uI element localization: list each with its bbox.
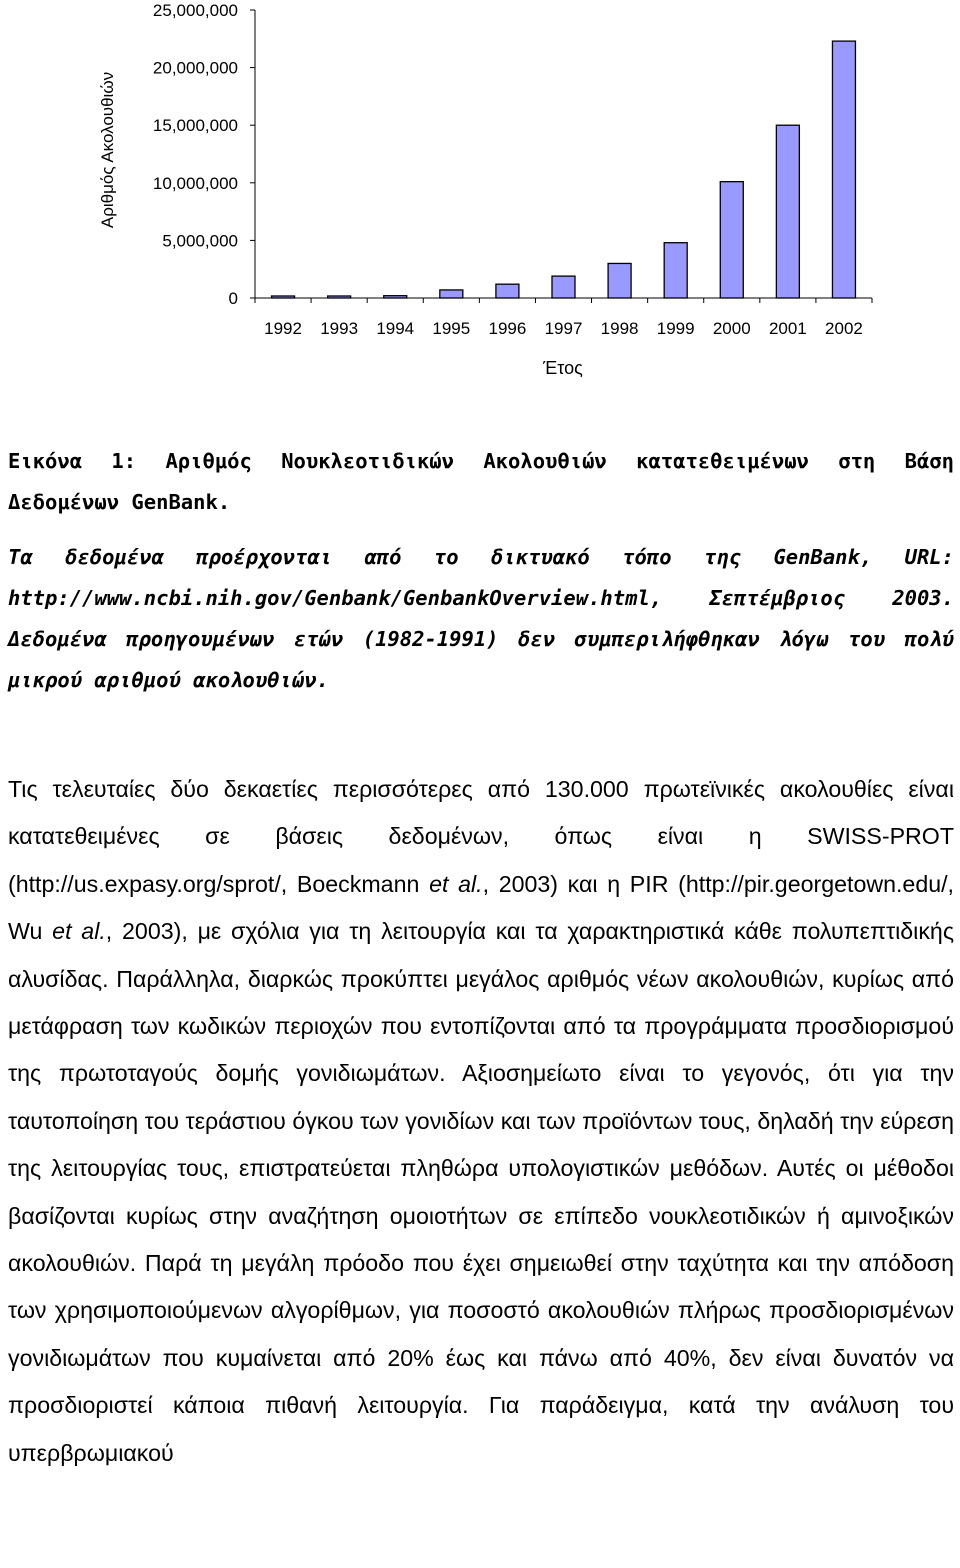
caption-source: Τα δεδομένα προέρχονται από το δικτυακό τόπο της GenBank, URL: http://www.ncbi.nih.gov/Genbank/GenbankOverview.html, Σεπτέμβριος 2003. Δεδομένα προηγουμένων ετών (1982-1991) δεν συμπεριλήφθηκαν λόγω του πολύ μικρού αριθμού ακολουθιών. [8, 545, 954, 692]
chart-bars [272, 41, 856, 298]
figure-source-note [8, 537, 954, 701]
y-tick-label: 15,000,000 [152, 116, 238, 136]
body-text-2: , 2003) και η PIR (http://pir.georgetown.edu/, Wu [8, 870, 954, 945]
bar-2002 [832, 41, 855, 298]
chart-x-ticks [255, 298, 872, 338]
x-tick-label: 1994 [376, 319, 415, 338]
x-tick-label: 1993 [320, 319, 359, 338]
y-tick-label: 0 [228, 289, 238, 308]
x-tick-label: 2001 [768, 319, 807, 338]
chart-y-ticks [153, 1, 255, 308]
x-tick-label: 1995 [432, 319, 471, 338]
x-tick-label: 1992 [264, 319, 302, 338]
bar-1996 [496, 284, 519, 298]
bar-1995 [440, 290, 463, 298]
x-tick-label: 1998 [600, 319, 639, 338]
y-axis-label: Αριθμός Ακολουθιών [98, 71, 117, 229]
body-text-3: , 2003), με σχόλια για τη λειτουργία και τα χαρακτηριστικά κάθε πολυπεπτιδικής αλυσίδας. Παράλληλα, διαρκώς προκύπτει μεγάλος αριθμός νέων ακολουθιών, κυρίως από μετάφραση των κωδικών περιοχών που εντοπίζονται από τα προγράμματα προσδιορισμού της πρωτοταγούς δομής γονιδιωμάτων. Αξιοσημείωτο είναι το γεγονός, ότι για την ταυτοποίηση του τεράστιου όγκου των γονιδίων και των προϊόντων τους, δηλαδή την εύρεση της λειτουργίας τους, επιστρατεύεται πληθώρα υπολογιστικών μεθόδων. Αυτές οι μέθοδοι βασίζονται κυρίως στην αναζήτηση ομοιοτήτων σε επίπεδο νουκλεοτιδικών ή αμινοξικών ακολουθιών. Παρά τη μεγάλη πρόοδο που έχει σημειωθεί στην ταχύτητα και την απόδοση των χρησιμοποιούμενων αλγορίθμων, για ποσοστό ακολουθιών πλήρως προσδιορισμένων γονιδιωμάτων που κυμαίνεται από 20% έως και πάνω από 40%, δεν είναι δυνατόν να προσδιοριστεί κάποια πιθανή λειτουργία. Για παράδειγμα, κατά την ανάλυση του υπερβρωμιακού [8, 918, 954, 1466]
bar-1994 [384, 296, 407, 298]
bar-1999 [664, 243, 687, 298]
caption-label: Εικόνα 1: Αριθμός Νουκλεοτιδικών Ακολουθιών κατατεθειμένων στη Βάση Δεδομένων GenBank. [8, 449, 954, 514]
x-tick-label: 2000 [712, 319, 751, 338]
bar-1993 [328, 296, 351, 298]
x-axis-label: Έτος [543, 358, 583, 378]
y-tick-label: 20,000,000 [152, 58, 238, 78]
body-text-1: Τις τελευταίες δύο δεκαετίες περισσότερες από 130.000 πρωτεϊνικές ακολουθίες είναι κατατεθειμένες σε βάσεις δεδομένων, όπως είναι η SWISS-PROT (http://us.expasy.org/sprot/, Boeckmann [8, 776, 954, 897]
bar-2000 [720, 182, 743, 298]
et-al-2: et al. [52, 918, 106, 945]
genbank-bar-chart [0, 0, 960, 400]
y-tick-label: 25,000,000 [152, 1, 238, 20]
et-al-1: et al. [429, 870, 483, 897]
x-tick-label: 1997 [544, 319, 583, 338]
figure-caption [8, 441, 954, 523]
y-tick-label: 10,000,000 [152, 173, 238, 193]
bar-1998 [608, 263, 631, 298]
bar-1992 [272, 296, 295, 298]
bar-2001 [776, 125, 799, 298]
bar-1997 [552, 276, 575, 298]
x-tick-label: 1999 [656, 319, 695, 338]
x-tick-label: 2002 [825, 319, 863, 338]
body-paragraph [8, 766, 954, 1477]
y-tick-label: 5,000,000 [162, 231, 238, 251]
x-tick-label: 1996 [488, 319, 527, 338]
